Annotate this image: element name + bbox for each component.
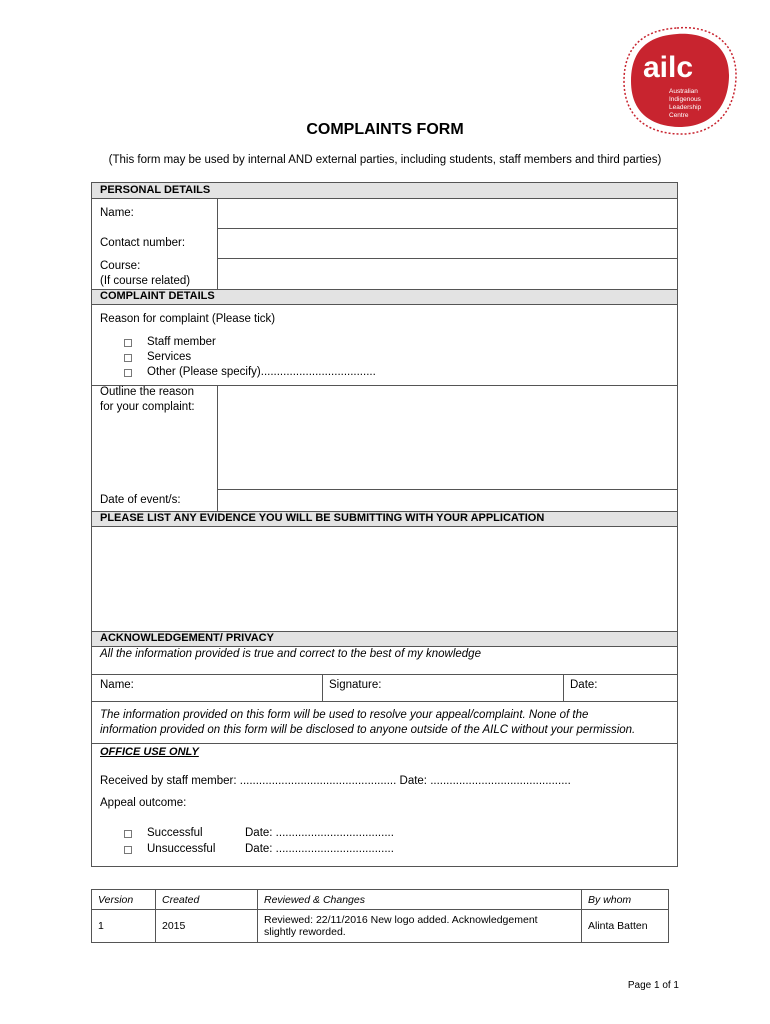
acknowledgement-header: ACKNOWLEDGEMENT/ PRIVACY — [100, 632, 274, 644]
outline-label-line1: Outline the reason — [100, 386, 194, 398]
course-note: (If course related) — [100, 275, 191, 287]
version-table — [91, 889, 669, 943]
personal-details-header: PERSONAL DETAILS — [100, 184, 211, 196]
services-checkbox[interactable] — [124, 354, 132, 362]
logo-text-line: Leadership — [669, 104, 702, 111]
version-cell: 1 — [92, 910, 156, 943]
privacy-text-line2: information provided on this form will be disclosed to anyone outside of the AILC without your permission. — [100, 724, 636, 736]
created-cell: 2015 — [156, 910, 258, 943]
unsuccessful-date: Date: ..................................... — [245, 843, 394, 855]
page-title: COMPLAINTS FORM — [306, 121, 464, 138]
by-whom-header: By whom — [582, 890, 669, 910]
unsuccessful-label: Unsuccessful — [147, 843, 216, 855]
outline-textarea[interactable] — [218, 386, 677, 489]
contact-number-label: Contact number: — [100, 237, 186, 249]
acknowledgement-statement: All the information provided is true and correct to the best of my knowledge — [100, 648, 481, 660]
services-label: Services — [147, 351, 192, 363]
successful-date: Date: ..................................... — [245, 827, 394, 839]
name-input[interactable] — [218, 199, 677, 228]
complaint-details-header: COMPLAINT DETAILS — [100, 290, 215, 302]
received-by-line: Received by staff member: ................................................. Date: ............................................ — [100, 775, 571, 787]
ack-name-label: Name: — [100, 679, 134, 691]
course-input[interactable] — [218, 259, 677, 289]
other-label: Other (Please specify).................................... — [147, 366, 376, 378]
changes-line2: slightly reworded. — [264, 926, 346, 938]
logo-text-line: Centre — [669, 112, 689, 119]
ack-date-label: Date: — [570, 679, 598, 691]
contact-number-input[interactable] — [218, 229, 677, 258]
table-row — [92, 910, 669, 943]
version-header: Version — [92, 890, 156, 910]
page-number: Page 1 of 1 — [627, 980, 679, 991]
evidence-header: PLEASE LIST ANY EVIDENCE YOU WILL BE SUBMITTING WITH YOUR APPLICATION — [100, 512, 545, 524]
by-whom-cell: Alinta Batten — [582, 910, 669, 943]
logo-mark: ailc — [643, 51, 694, 84]
successful-label: Successful — [147, 827, 203, 839]
logo-text-line: Australian — [669, 88, 698, 95]
appeal-outcome-label: Appeal outcome: — [100, 797, 187, 809]
date-of-event-input[interactable] — [218, 490, 677, 511]
changes-line1: Reviewed: 22/11/2016 New logo added. Acknowledgement — [264, 914, 538, 926]
reason-label: Reason for complaint (Please tick) — [100, 313, 276, 325]
outline-label-line2: for your complaint: — [100, 401, 195, 413]
unsuccessful-checkbox[interactable] — [124, 846, 132, 854]
course-label: Course: — [100, 260, 141, 272]
logo-text-line: Indigenous — [669, 96, 701, 103]
privacy-text-line1: The information provided on this form will be used to resolve your appeal/complaint. None of the — [100, 709, 589, 721]
name-label: Name: — [100, 207, 134, 219]
signature-label: Signature: — [329, 679, 382, 691]
page-subtitle: (This form may be used by internal AND external parties, including students, staff members and third parties) — [108, 154, 662, 166]
office-use-header: OFFICE USE ONLY — [100, 746, 199, 758]
successful-checkbox[interactable] — [124, 830, 132, 838]
version-table-header-row — [92, 890, 669, 910]
reviewed-header: Reviewed & Changes — [258, 890, 582, 910]
date-of-event-label: Date of event/s: — [100, 494, 181, 506]
changes-cell — [258, 910, 582, 943]
evidence-textarea[interactable] — [92, 527, 677, 631]
staff-member-checkbox[interactable] — [124, 339, 132, 347]
staff-member-label: Staff member — [147, 336, 216, 348]
created-header: Created — [156, 890, 258, 910]
other-checkbox[interactable] — [124, 369, 132, 377]
